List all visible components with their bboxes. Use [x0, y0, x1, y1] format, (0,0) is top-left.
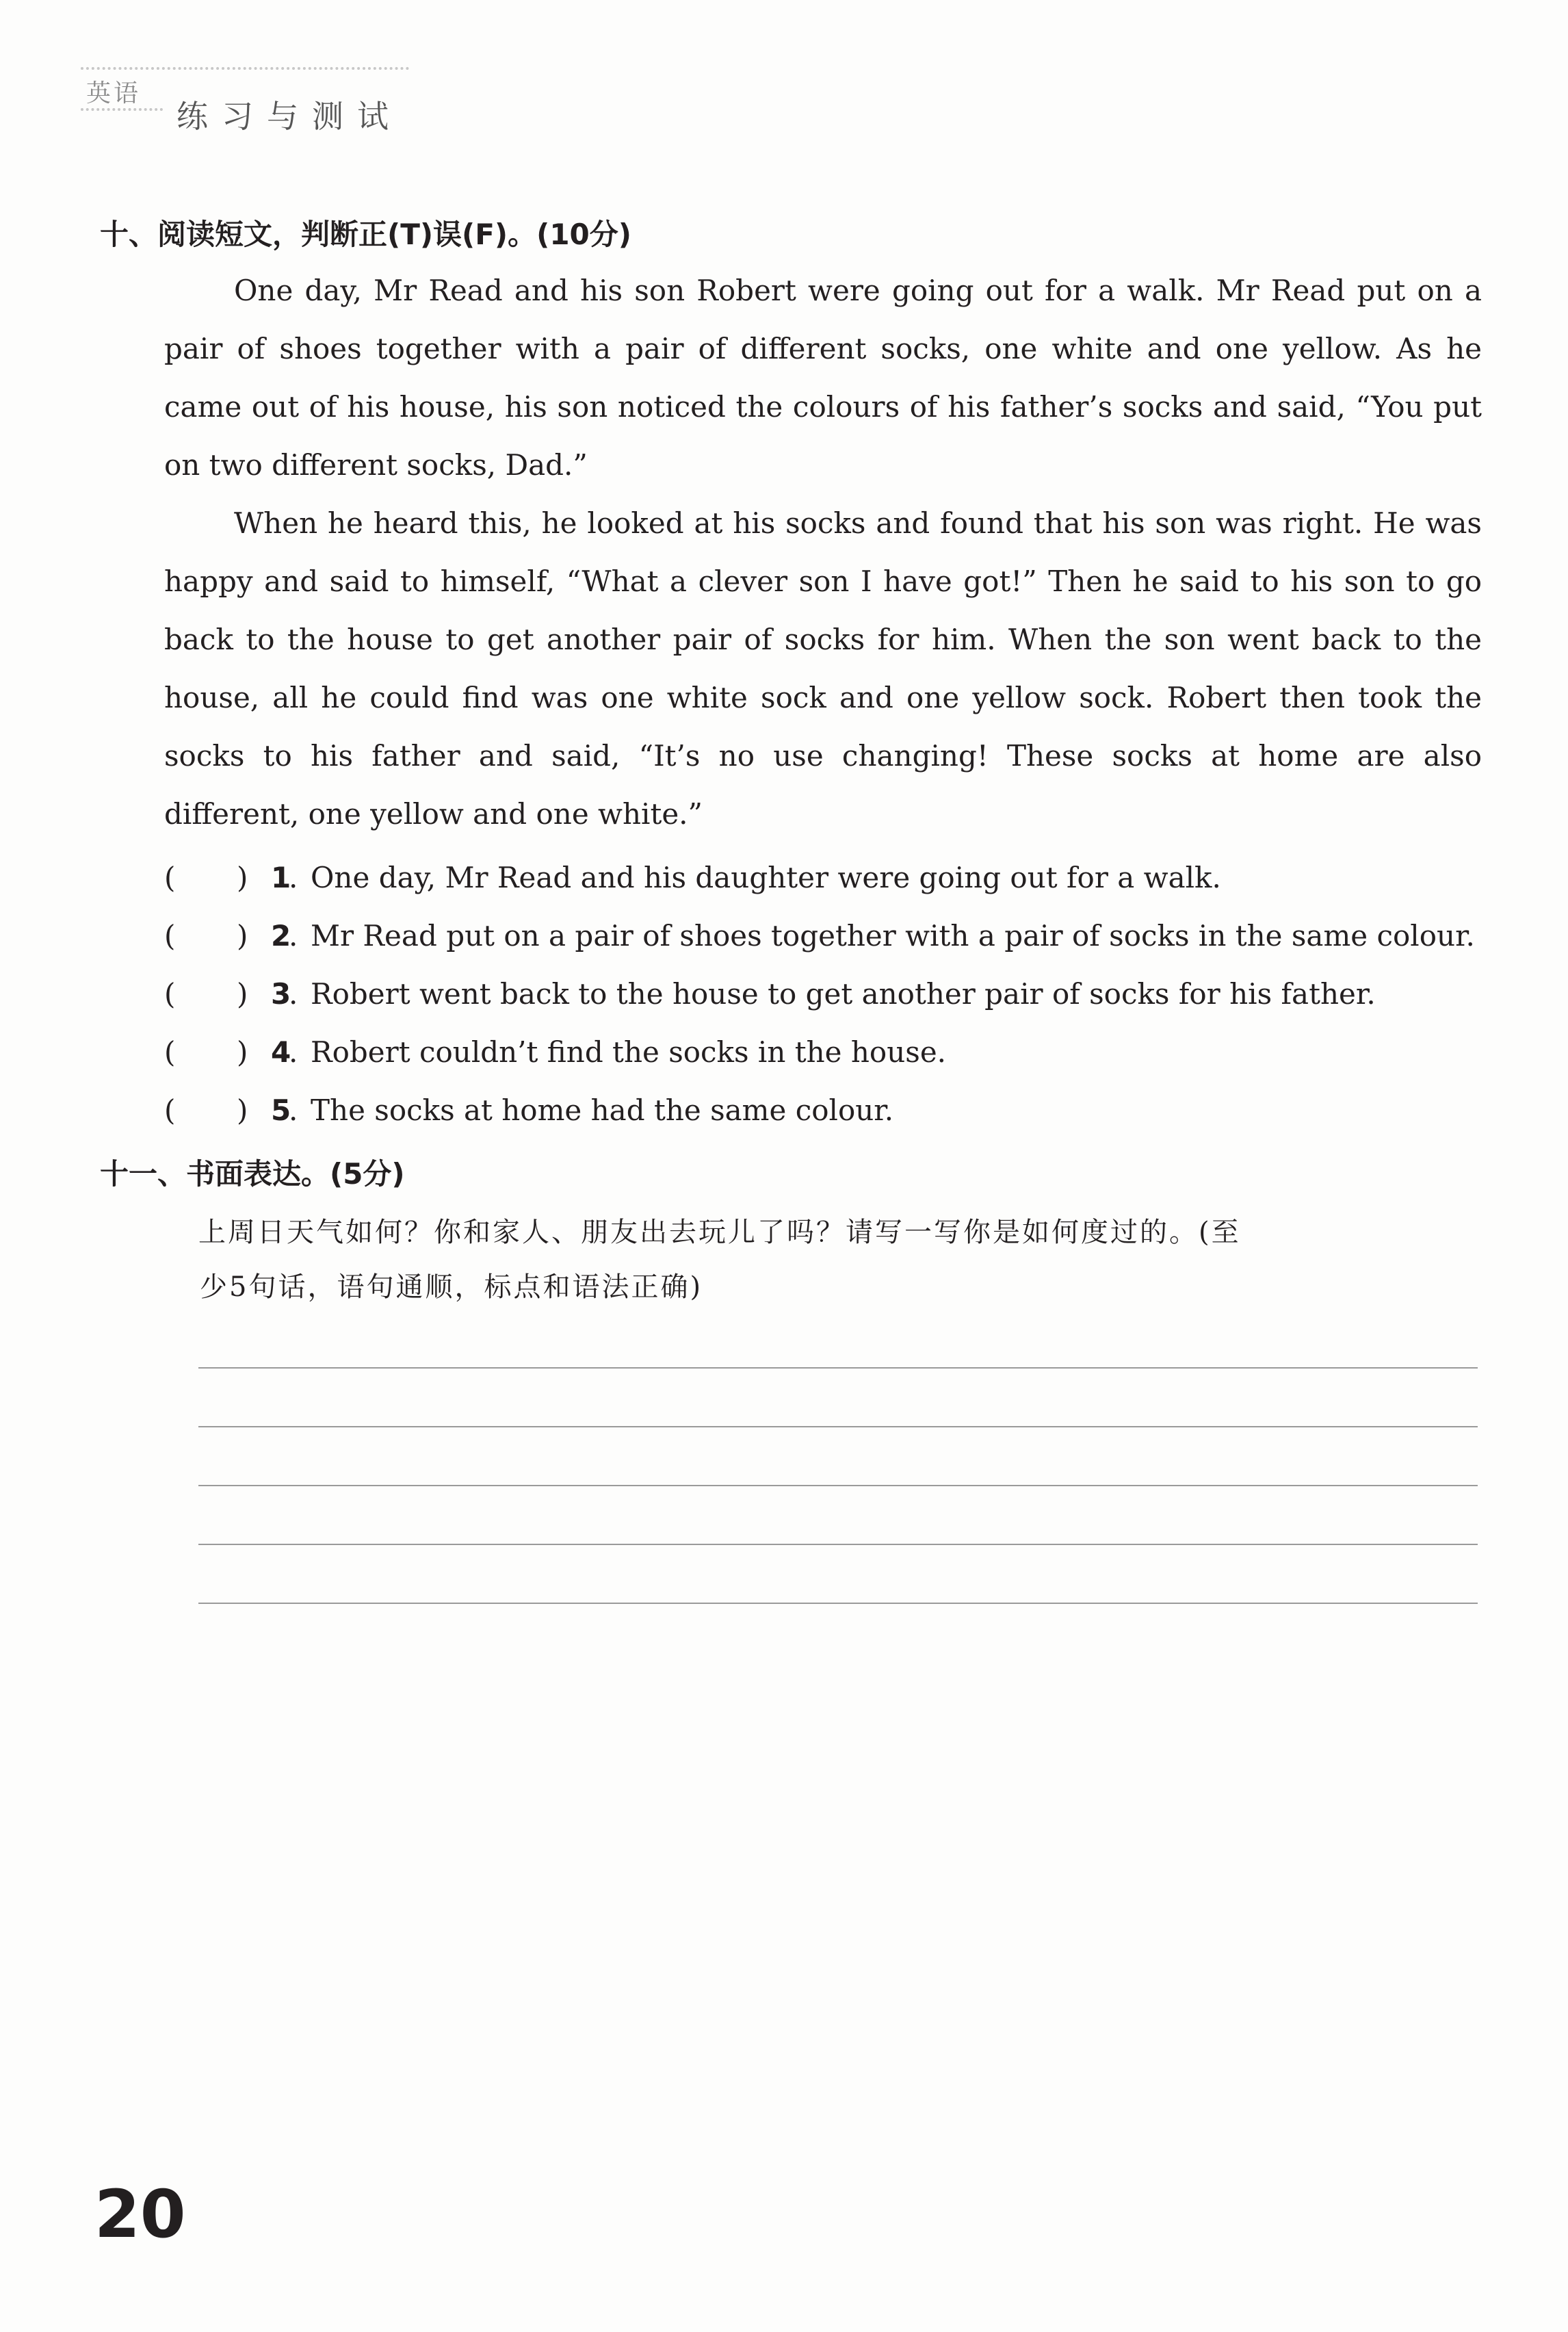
passage-paragraph: One day, Mr Read and his son Robert were going out for a walk. Mr Read put on a pair of shoes together with a pair of different socks, one white and one yellow. As he came out of his house, his son noticed the colours of his father’s socks and said, “You put on two different socks, Dad.” [164, 274, 1482, 482]
question-number: 5 [271, 1093, 291, 1127]
header-dotted-rule [81, 67, 409, 70]
answer-blank[interactable]: ( [164, 977, 176, 1011]
writing-line[interactable] [198, 1485, 1478, 1486]
writing-line[interactable] [198, 1544, 1478, 1545]
question-number: 3 [271, 977, 291, 1011]
question-text: Robert went back to the house to get another pair of socks for his father. [311, 977, 1376, 1011]
question-number: 1 [271, 861, 291, 894]
section-10-title: 十、阅读短文，判断正(T)误(F)。(10分) [100, 218, 631, 251]
reading-passage [164, 261, 1482, 843]
writing-line[interactable] [198, 1426, 1478, 1427]
answer-blank[interactable]: ( [164, 1035, 176, 1069]
question-number: 4 [271, 1035, 291, 1069]
question-item: ( ) 1 . One day, Mr Read and his daughter were going out for a walk. [164, 848, 1482, 907]
question-text: Mr Read put on a pair of shoes together with a pair of socks in the same colour. [311, 919, 1475, 953]
subject-label: 英语 [86, 79, 142, 107]
question-item: ( ) 4 . Robert couldn’t find the socks in the house. [164, 1023, 1482, 1081]
writing-line[interactable] [198, 1367, 1478, 1369]
page-number: 20 [94, 2176, 186, 2253]
writing-instruction-cont: 少5句话，语句通顺，标点和语法正确) [200, 1271, 703, 1303]
writing-instruction: 上周日天气如何？你和家人、朋友出去玩儿了吗？请写一写你是如何度过的。(至 [198, 1217, 1241, 1248]
question-text: The socks at home had the same colour. [311, 1093, 894, 1127]
page-header [81, 66, 409, 141]
question-item: ( ) 5 . The socks at home had the same colour. [164, 1081, 1482, 1139]
question-text: One day, Mr Read and his daughter were going out for a walk. [311, 861, 1221, 894]
writing-line[interactable] [198, 1603, 1478, 1604]
question-item: ( ) 2 . Mr Read put on a pair of shoes together with a pair of socks in the same colour. [164, 907, 1482, 965]
answer-blank[interactable]: ( [164, 1093, 176, 1127]
passage-paragraph: When he heard this, he looked at his socks and found that his son was right. He was happy and said to himself, “What a clever son I have got!” Then he said to his son to go back to the house to get another pair of socks for him. When the son went back to the house, all he could find was one white sock and one yellow sock. Robert then took the socks to his father and said, “It’s no use changing! These socks at home are also different, one yellow and one white.” [164, 506, 1482, 831]
question-item: ( ) 3 . Robert went back to the house to get another pair of socks for his father. [164, 965, 1482, 1023]
answer-blank[interactable]: ( [164, 919, 176, 953]
answer-blank[interactable]: ( [164, 861, 176, 894]
question-number: 2 [271, 919, 291, 953]
true-false-questions [164, 848, 1482, 1139]
question-text: Robert couldn’t find the socks in the house. [311, 1035, 947, 1069]
series-title: 练习与测试 [177, 98, 402, 135]
section-11-title: 十一、书面表达。(5分) [100, 1157, 405, 1191]
